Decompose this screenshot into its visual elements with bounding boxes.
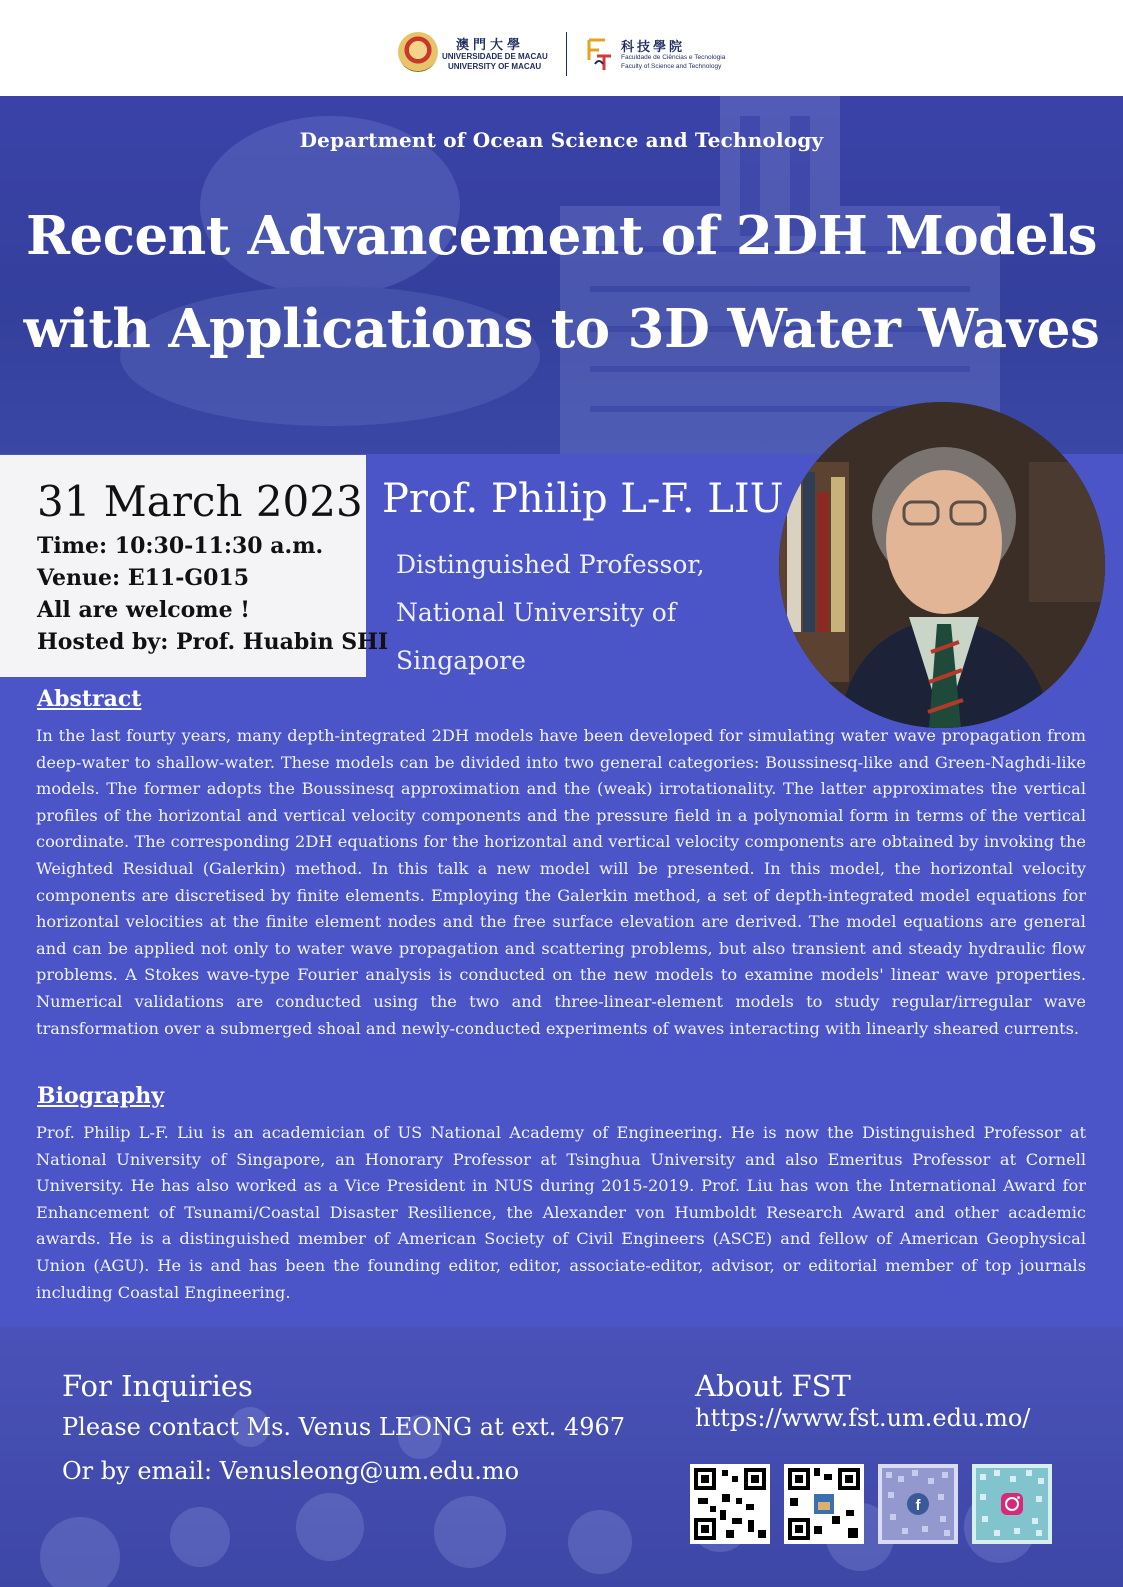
qr-instagram-icon[interactable] bbox=[972, 1464, 1052, 1544]
speaker-photo bbox=[779, 402, 1105, 728]
speaker-affiliation-line-1: Distinguished Professor, bbox=[396, 550, 705, 579]
inquiries-email[interactable]: Or by email: Venusleong@um.edu.mo bbox=[62, 1457, 520, 1485]
speaker-affiliation-line-2: National University of bbox=[396, 598, 677, 627]
biography-heading: Biography bbox=[37, 1083, 165, 1109]
talk-title-line-1: Recent Advancement of 2DH Models bbox=[25, 205, 1098, 267]
event-welcome: All are welcome ! bbox=[37, 597, 250, 623]
qr-code-row bbox=[690, 1464, 1060, 1546]
um-name-english: UNIVERSITY OF MACAU bbox=[448, 62, 542, 71]
fst-website-link[interactable]: https://www.fst.um.edu.mo/ bbox=[695, 1404, 1031, 1432]
talk-title bbox=[0, 190, 1123, 376]
svg-text:f: f bbox=[915, 1497, 921, 1514]
qr-wechat-icon[interactable] bbox=[784, 1464, 864, 1544]
um-seal-icon bbox=[398, 32, 438, 72]
inquiries-contact: Please contact Ms. Venus LEONG at ext. 4967 bbox=[62, 1413, 626, 1441]
university-of-macau-logo[interactable] bbox=[398, 30, 548, 74]
event-date: 31 March 2023 bbox=[37, 477, 363, 526]
um-name-chinese: 澳門大學 bbox=[456, 38, 525, 53]
event-time: Time: 10:30-11:30 a.m. bbox=[37, 533, 324, 559]
speaker-portrait-icon bbox=[779, 402, 1105, 728]
biography-text: Prof. Philip L-F. Liu is an academician of US National Academy of Engineering. He is now the Distinguished Professor at National University of Singapore, an Honorary Professor at Tsinghua University and also Emeritus Professor at Cornell University. He has also worked as a Vice President in NUS during 2015-2019. Prof. Liu has won the International Award for Enhancement of Tsunami/Coastal Disaster Resilience, the Alexander von Humboldt Research Award and other academic awards. He is a distinguished member of American Society of Civil Engineers (ASCE) and fellow of American Geophysical Union (AGU). He is and has been the founding editor, editor, associate-editor, advisor, or editorial member of top journals including Coastal Engineering. bbox=[36, 1123, 1086, 1302]
abstract-heading: Abstract bbox=[37, 686, 142, 712]
fst-mark-icon bbox=[585, 36, 613, 72]
qr-website-icon[interactable] bbox=[690, 1464, 770, 1544]
fst-logo[interactable] bbox=[585, 32, 735, 76]
inquiries-title: For Inquiries bbox=[62, 1369, 253, 1403]
fst-name-english: Faculty of Science and Technology bbox=[621, 63, 722, 70]
event-venue: Venue: E11-G015 bbox=[37, 565, 250, 591]
speaker-affiliation bbox=[396, 541, 766, 685]
talk-title-line-2: with Applications to 3D Water Waves bbox=[23, 298, 1100, 360]
event-host: Hosted by: Prof. Huabin SHI bbox=[37, 629, 389, 655]
qr-facebook-icon[interactable] bbox=[878, 1464, 958, 1544]
footer bbox=[0, 1327, 1123, 1587]
fst-name-portuguese: Faculdade de Ciências e Tecnologia bbox=[621, 54, 726, 61]
logo-bar bbox=[0, 0, 1123, 96]
speaker-name: Prof. Philip L-F. LIU bbox=[382, 476, 784, 522]
abstract-text: In the last fourty years, many depth-integrated 2DH models have been developed for simulating water wave propagation from deep-water to shallow-water. These models can be divided into two general categories: Boussinesq-like and Green-Naghdi-like models. The former adopts the Boussinesq approximation and the (weak) irrotationality. The latter approximates the vertical profiles of the horizontal and vertical velocity components and the pressure field in a polynomial form in terms of the vertical coordinate. The corresponding 2DH equations for the horizontal and vertical velocity components are obtained by invoking the Weighted Residual (Galerkin) method. In this talk a new model will be presented. In this model, the horizontal velocity components are discretised by finite elements. Employing the Galerkin method, a set of depth-integrated model equations for horizontal velocities at the finite element nodes and the free surface elevation are derived. The model equations are general and can be applied not only to water wave propagation and scattering problems, but also transient and steady hydraulic flow problems. A Stokes wave-type Fourier analysis is conducted on the new models to examine models' linear wave properties. Numerical validations are conducted using the two and three-linear-element models to study regular/irregular wave transformation over a submerged shoal and newly-conducted experiments of waves interacting with linearly sheared currents. bbox=[36, 726, 1086, 1038]
um-name-portuguese: UNIVERSIDADE DE MACAU bbox=[442, 52, 548, 61]
event-details bbox=[0, 455, 389, 677]
speaker-affiliation-line-3: Singapore bbox=[396, 646, 526, 675]
logo-divider bbox=[566, 32, 567, 76]
fst-name-chinese: 科技學院 bbox=[621, 40, 686, 55]
hero-banner bbox=[0, 96, 1123, 454]
department-name: Department of Ocean Science and Technology bbox=[299, 128, 824, 152]
about-fst-title: About FST bbox=[695, 1369, 851, 1403]
